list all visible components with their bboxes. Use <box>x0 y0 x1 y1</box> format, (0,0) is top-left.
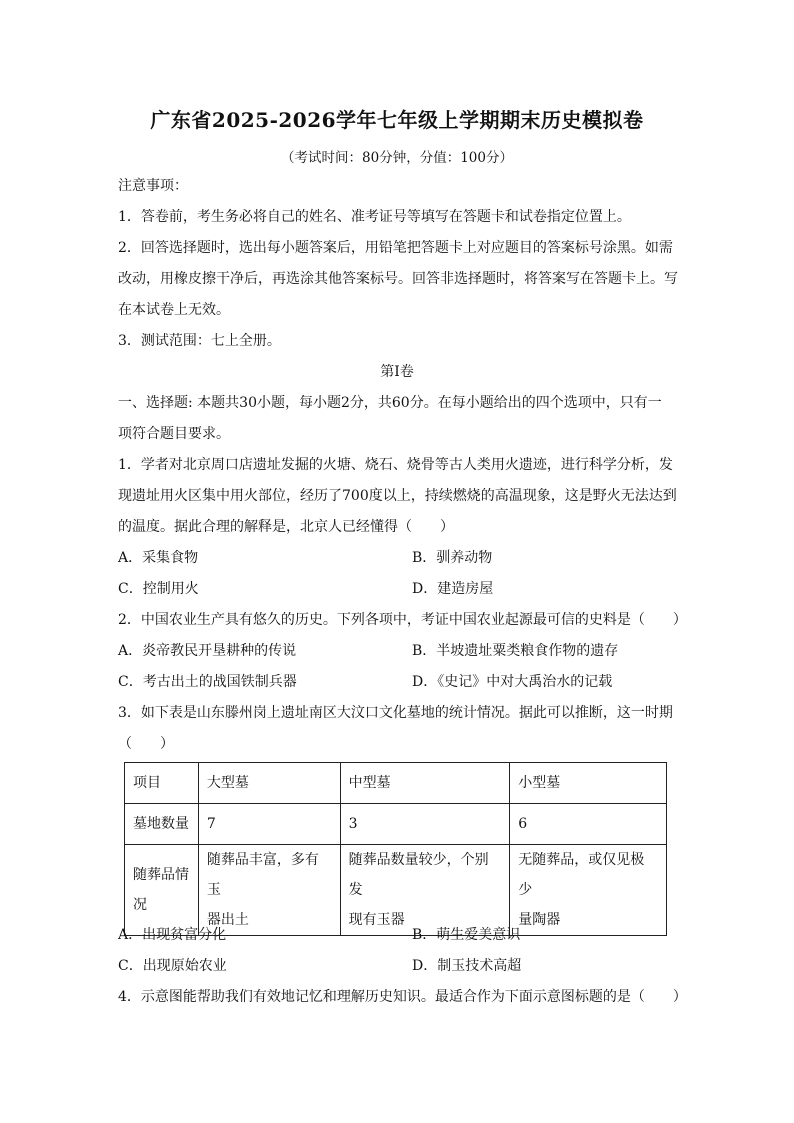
notice-item-1: 1．答卷前，考生务必将自己的姓名、准考证号等填写在答题卡和试卷指定位置上。 <box>118 209 631 225</box>
exam-subtitle: （考试时间：80分钟，分值：100分） <box>281 150 513 166</box>
notice-item-2-line-2: 改动，用橡皮擦干净后，再选涂其他答案标号。回答非选择题时，将答案写在答题卡上。写 <box>118 271 678 287</box>
notice-item-3: 3．测试范围：七上全册。 <box>118 333 281 349</box>
notice-item-2-line-3: 在本试卷上无效。 <box>118 302 230 318</box>
table-header-cell: 中型墓 <box>340 763 510 804</box>
section-1-line-1: 一、选择题: 本题共30小题，每小题2分，共60分。在每小题给出的四个选项中，只有一 <box>118 395 662 411</box>
table-cell-line: 随葬品数量较少，个别发 <box>348 852 489 898</box>
table-cell-line: 现有玉器 <box>348 912 405 928</box>
volume-heading: 第Ⅰ卷 <box>380 364 414 380</box>
question-1-option-c[interactable]: C．控制用火 <box>118 581 199 597</box>
question-1-line-1: 1．学者对北京周口店遗址发掘的火塘、烧石、烧骨等古人类用火遗迹，进行科学分析，发 <box>118 457 673 473</box>
exam-title: 广东省2025-2026学年七年级上学期期末历史模拟卷 <box>150 108 644 132</box>
table-header-cell: 大型墓 <box>198 763 340 804</box>
table-cell: 7 <box>198 804 340 845</box>
table-cell-line: 况 <box>133 897 147 913</box>
question-3-line-2: （ ） <box>118 736 174 752</box>
table-cell-line: 量陶器 <box>518 912 561 928</box>
table-cell-line: 随葬品情 <box>133 867 189 883</box>
question-2-line-1: 2．中国农业生产具有悠久的历史。下列各项中，考证中国农业起源最可信的史料是（ ） <box>118 612 687 628</box>
question-2-option-b[interactable]: B．半坡遗址粟类粮食作物的遗存 <box>412 643 619 659</box>
table-cell: 墓地数量 <box>125 804 199 845</box>
question-3-option-c[interactable]: C．出现原始农业 <box>118 958 227 974</box>
table-cell: 3 <box>340 804 510 845</box>
table-cell <box>510 845 667 936</box>
table-header-row <box>125 763 667 804</box>
notice-item-2-line-1: 2．回答选择题时，选出每小题答案后，用铅笔把答题卡上对应题目的答案标号涂黑。如需 <box>118 240 673 256</box>
question-3-option-b[interactable]: B．萌生爱美意识 <box>412 927 521 943</box>
tomb-statistics-table <box>124 762 667 936</box>
question-4-line-1: 4．示意图能帮助我们有效地记忆和理解历史知识。最适合作为下面示意图标题的是（ ） <box>118 989 687 1005</box>
table-header-cell: 项目 <box>125 763 199 804</box>
notice-heading: 注意事项： <box>118 178 188 194</box>
question-2-option-d[interactable]: D．《史记》中对大禹治水的记载 <box>412 674 613 690</box>
question-2-option-a[interactable]: A．炎帝教民开垦耕种的传说 <box>118 643 297 659</box>
table-row <box>125 804 667 845</box>
table-cell-line: 随葬品丰富，多有玉 <box>206 852 319 898</box>
question-1-option-b[interactable]: B．驯养动物 <box>412 550 493 566</box>
table-header-cell: 小型墓 <box>510 763 667 804</box>
question-1-option-a[interactable]: A．采集食物 <box>118 550 199 566</box>
section-1-line-2: 项符合题目要求。 <box>118 426 230 442</box>
question-2-option-c[interactable]: C．考古出土的战国铁制兵器 <box>118 674 297 690</box>
table-cell-line: 无随葬品，或仅见极少 <box>518 852 645 898</box>
question-3-option-a[interactable]: A．出现贫富分化 <box>118 927 227 943</box>
question-1-line-2: 现遗址用火区集中用火部位，经历了700度以上，持续燃烧的高温现象，这是野火无法达到 <box>118 488 677 504</box>
table-cell-line: 器出土 <box>206 912 249 928</box>
table-cell: 6 <box>510 804 667 845</box>
question-1-option-d[interactable]: D．建造房屋 <box>412 581 494 597</box>
question-3-option-d[interactable]: D．制玉技术高超 <box>412 958 522 974</box>
question-3-line-1: 3．如下表是山东滕州岗上遗址南区大汶口文化墓地的统计情况。据此可以推断，这一时期 <box>118 705 673 721</box>
question-1-line-3: 的温度。据此合理的解释是，北京人已经懂得（ ） <box>118 519 454 535</box>
